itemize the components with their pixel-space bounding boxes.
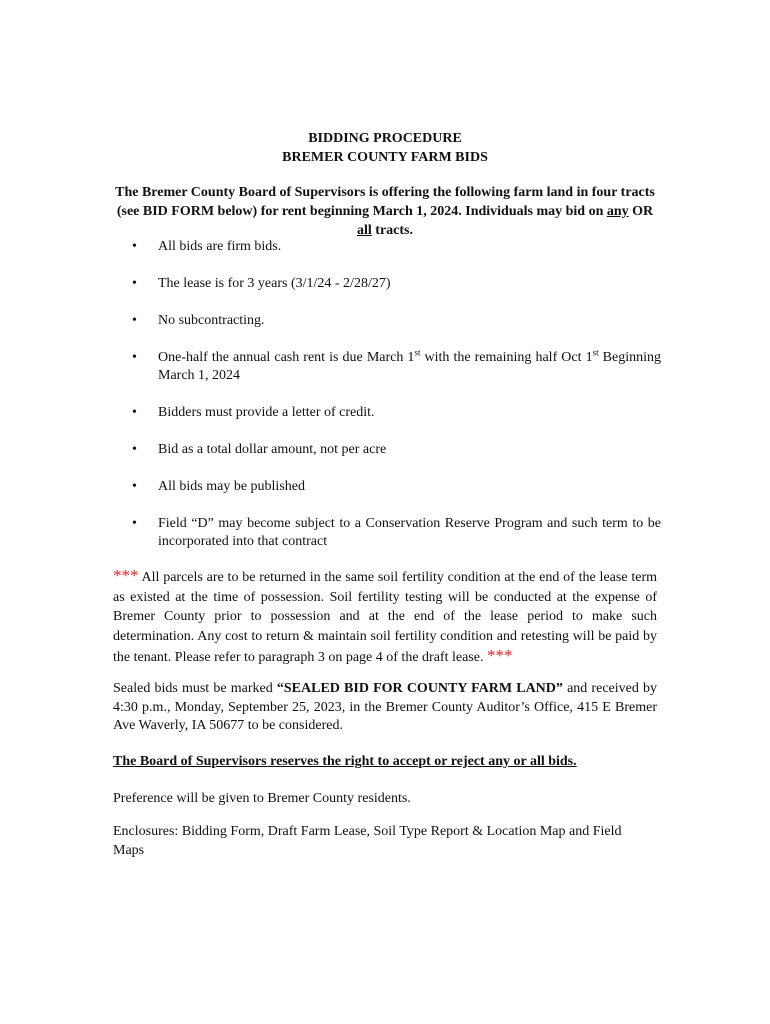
asterisk-marker: *** [113, 566, 139, 585]
bullet-icon: • [132, 405, 137, 420]
bullet-icon: • [132, 442, 137, 457]
bullet-icon: • [132, 516, 137, 531]
bullet-icon: • [132, 239, 137, 254]
intro-end: tracts. [371, 223, 413, 238]
intro-all: all [357, 223, 372, 238]
fertility-paragraph: *** All parcels are to be returned in the same soil fertility condition at the end of the lease term as existed at the time of possession. Soil fertility testing will be conducted at the expense of Bremer County prior to possession and at the end of the lease period to make such determination. Any cost to return & maintain soil fertility condition and retesting will be paid by the tenant. Please refer to paragraph 3 on page 4 of the draft lease. *** [113, 566, 657, 665]
bullet-icon: • [132, 276, 137, 291]
preference-notice: Preference will be given to Bremer County residents. [113, 791, 411, 806]
intro-any: any [606, 204, 629, 219]
list-item: • No subcontracting. [132, 313, 265, 328]
intro-paragraph [108, 183, 662, 240]
title-line-2: BREMER COUNTY FARM BIDS [282, 150, 488, 165]
reserve-rights-notice: The Board of Supervisors reserves the right to accept or reject any or all bids. [113, 754, 577, 769]
bullet-icon: • [132, 479, 137, 494]
asterisk-marker-end: *** [486, 646, 513, 665]
terms-list [113, 238, 661, 570]
document-title [0, 129, 770, 167]
list-item: • Bidders must provide a letter of credit. [132, 405, 375, 420]
enclosures-list: Enclosures: Bidding Form, Draft Farm Lease, Soil Type Report & Location Map and Field Maps [113, 824, 622, 858]
list-item: • One-half the annual cash rent is due March 1st with the remaining half Oct 1st Beginning March 1, 2024 [132, 347, 662, 383]
bullet-icon: • [132, 350, 137, 365]
title-line-1: BIDDING PROCEDURE [308, 131, 462, 146]
bullet-icon: • [132, 313, 137, 328]
sealed-bids-paragraph: Sealed bids must be marked “SEALED BID FOR COUNTY FARM LAND” and received by 4:30 p.m., Monday, September 25, 2023, in the Bremer County Auditor’s Office, 415 E Bremer Ave Waverly, IA 50677 to be considered. [113, 681, 658, 733]
list-item: • All bids may be published [132, 479, 305, 494]
intro-or: OR [628, 204, 654, 219]
intro-text: The Bremer County Board of Supervisors is offering the following farm land in four tracts (see BID FORM below) for rent beginning March 1, 2024. Individuals may bid on [115, 185, 655, 219]
list-item: • Bid as a total dollar amount, not per acre [132, 442, 387, 457]
list-item: • All bids are firm bids. [132, 239, 282, 254]
sealed-bid-label: “SEALED BID FOR COUNTY FARM LAND” [276, 681, 563, 696]
list-item: • Field “D” may become subject to a Conservation Reserve Program and such term to be incorporated into that contract [132, 516, 661, 549]
list-item: • The lease is for 3 years (3/1/24 - 2/28/27) [132, 276, 391, 291]
